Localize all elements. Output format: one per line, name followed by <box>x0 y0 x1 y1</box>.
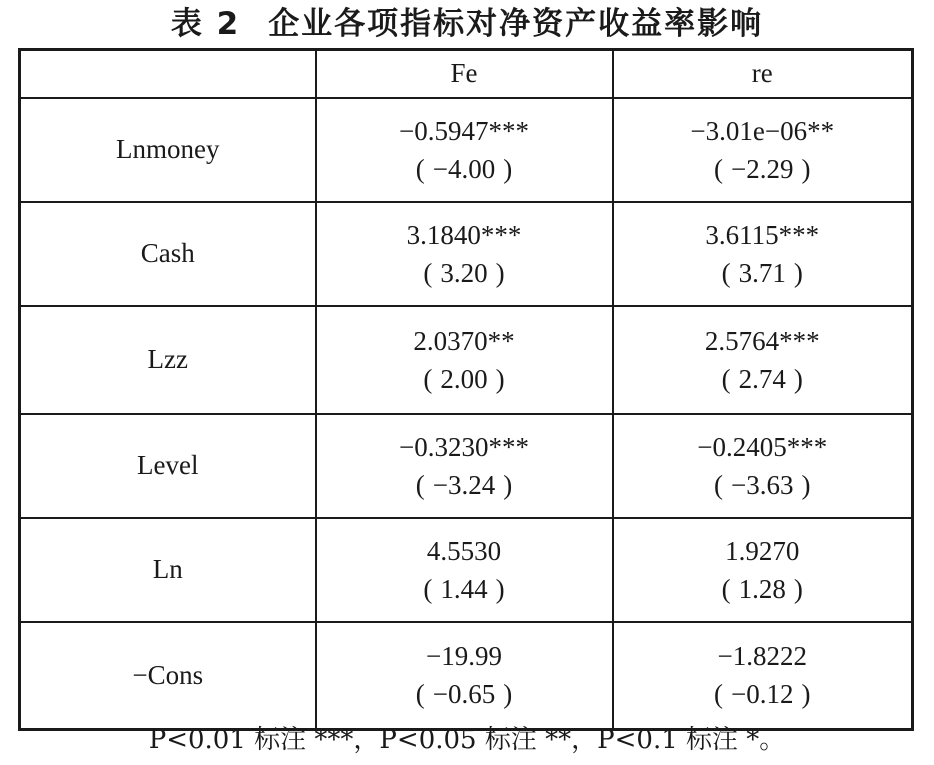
fe-cell <box>316 622 613 730</box>
re-cell <box>613 518 913 622</box>
fe-cell <box>316 98 613 202</box>
fe-cell <box>316 518 613 622</box>
table-number: 表 2 <box>170 6 241 42</box>
variable-name: Lnmoney <box>20 98 316 202</box>
re-cell <box>613 202 913 306</box>
regression-table <box>18 48 914 731</box>
re-cell <box>613 622 913 730</box>
header-cell-re: re <box>613 50 913 98</box>
header-row <box>20 50 913 98</box>
table-row-cons <box>20 622 913 730</box>
header-cell-fe: Fe <box>316 50 613 98</box>
fe-cell <box>316 414 613 518</box>
fe-cell <box>316 202 613 306</box>
re-coefficient: −3.01e−06** <box>690 115 835 146</box>
table-row-ln <box>20 518 913 622</box>
fe-t-statistic: ( 3.20 ) <box>423 257 505 288</box>
fe-cell <box>316 306 613 414</box>
fe-coefficient: 4.5530 <box>426 535 502 566</box>
re-cell <box>613 306 913 414</box>
fe-t-statistic: ( −4.00 ) <box>415 153 513 184</box>
re-cell <box>613 98 913 202</box>
variable-name: −Cons <box>20 622 316 730</box>
re-coefficient: −1.8222 <box>717 641 807 672</box>
fe-t-statistic: ( −0.65 ) <box>415 679 513 710</box>
header-cell-variable <box>20 50 316 98</box>
re-t-statistic: ( 3.71 ) <box>721 257 803 288</box>
variable-name: Ln <box>20 518 316 622</box>
table-caption: 企业各项指标对净资产收益率影响 <box>268 6 764 42</box>
fe-coefficient: 3.1840*** <box>406 219 522 250</box>
fe-t-statistic: ( −3.24 ) <box>415 469 513 500</box>
re-coefficient: 3.6115*** <box>705 219 820 250</box>
re-t-statistic: ( −2.29 ) <box>714 153 811 184</box>
table-row-lnmoney <box>20 98 913 202</box>
fe-t-statistic: ( 1.44 ) <box>423 573 505 604</box>
variable-name: Cash <box>20 202 316 306</box>
table-title <box>0 2 934 46</box>
re-t-statistic: ( 1.28 ) <box>721 573 803 604</box>
table-row-lzz <box>20 306 913 414</box>
re-t-statistic: ( −0.12 ) <box>714 679 811 710</box>
re-t-statistic: ( 2.74 ) <box>721 363 803 394</box>
fe-t-statistic: ( 2.00 ) <box>423 363 505 394</box>
re-t-statistic: ( −3.63 ) <box>714 469 811 500</box>
variable-name: Level <box>20 414 316 518</box>
re-cell <box>613 414 913 518</box>
fe-coefficient: −0.3230*** <box>399 431 529 462</box>
re-coefficient: 1.9270 <box>725 535 800 566</box>
fe-coefficient: −19.99 <box>426 641 502 672</box>
re-coefficient: −0.2405*** <box>697 431 828 462</box>
variable-name: Lzz <box>20 306 316 414</box>
fe-coefficient: 2.0370** <box>413 325 515 356</box>
significance-note: P<0.01 标注 ***，P<0.05 标注 **，P<0.1 标注 *。 <box>148 725 786 755</box>
fe-coefficient: −0.5947*** <box>399 115 529 146</box>
table-row-level <box>20 414 913 518</box>
re-coefficient: 2.5764*** <box>704 325 820 356</box>
table-row-cash <box>20 202 913 306</box>
